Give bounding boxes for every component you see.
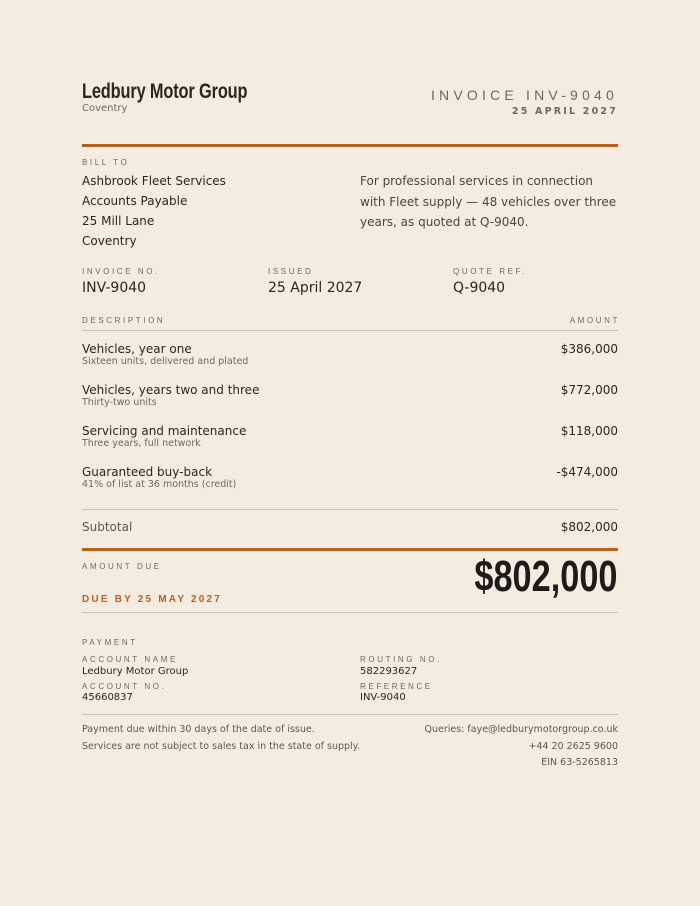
line-item-amount: $118,000 <box>560 424 618 438</box>
amount-due-value: $802,000 <box>474 552 618 601</box>
table-header-divider <box>82 330 618 331</box>
reference-value: INV-9040 <box>360 692 406 703</box>
account-no-value: 45660837 <box>82 692 133 703</box>
line-item-amount: $772,000 <box>560 383 618 397</box>
invoice-title: INVOICE INV-9040 <box>430 87 618 103</box>
due-by-date: DUE BY 25 MAY 2027 <box>82 594 223 605</box>
line-item-name: Guaranteed buy-back <box>82 465 213 479</box>
bill-to-line: Ashbrook Fleet Services <box>82 174 226 188</box>
footer-terms: Payment due within 30 days of the date of issue. <box>82 724 315 735</box>
service-note: For professional services in connection with Fleet supply — 48 vehicles over three years, as quoted at Q-9040. <box>360 174 617 229</box>
amount-column-header: AMOUNT <box>569 316 620 325</box>
bill-to-line: 25 Mill Lane <box>82 214 155 228</box>
account-name-label: ACCOUNT NAME <box>82 655 178 664</box>
quote-ref-label: QUOTE REF. <box>453 267 528 276</box>
payment-divider <box>82 714 618 715</box>
bill-to-label: BILL TO <box>82 158 130 167</box>
line-item-amount: $386,000 <box>560 342 618 356</box>
line-item-name: Vehicles, years two and three <box>82 383 260 397</box>
items-divider <box>82 509 618 510</box>
line-item-detail: 41% of list at 36 months (credit) <box>82 479 237 490</box>
line-item-detail: Thirty-two units <box>82 397 157 408</box>
description-column-header: DESCRIPTION <box>82 316 166 325</box>
account-no-label: ACCOUNT NO. <box>82 682 167 691</box>
footer-queries-email: Queries: faye@ledburymotorgroup.co.uk <box>424 724 618 735</box>
line-item-detail: Three years, full network <box>82 438 201 449</box>
due-divider <box>82 612 618 613</box>
line-item-detail: Sixteen units, delivered and plated <box>82 356 249 367</box>
header-divider <box>82 144 618 147</box>
line-item-amount: -$474,000 <box>556 465 618 479</box>
footer-tax-note: Services are not subject to sales tax in the state of supply. <box>82 741 360 752</box>
company-name: Ledbury Motor Group <box>82 80 248 103</box>
subtotal-value: $802,000 <box>560 520 618 534</box>
company-city: Coventry <box>82 103 128 114</box>
invoice-page <box>82 0 618 906</box>
quote-ref-value: Q-9040 <box>453 280 506 296</box>
invoice-date: 25 APRIL 2027 <box>511 106 618 117</box>
total-divider <box>82 548 618 551</box>
subtotal-label: Subtotal <box>82 520 133 534</box>
invoice-no-label: INVOICE NO. <box>82 267 160 276</box>
amount-due-label: AMOUNT DUE <box>82 562 162 571</box>
invoice-no-value: INV-9040 <box>82 280 147 296</box>
bill-to-line: Coventry <box>82 234 137 248</box>
footer-phone: +44 20 2625 9600 <box>528 741 618 752</box>
payment-label: PAYMENT <box>82 638 138 647</box>
issued-value: 25 April 2027 <box>268 280 363 296</box>
reference-label: REFERENCE <box>360 682 433 691</box>
line-item-name: Vehicles, year one <box>82 342 192 356</box>
line-item-name: Servicing and maintenance <box>82 424 247 438</box>
bill-to-line: Accounts Payable <box>82 194 188 208</box>
routing-no-label: ROUTING NO. <box>360 655 442 664</box>
account-name-value: Ledbury Motor Group <box>82 666 189 677</box>
issued-label: ISSUED <box>268 267 314 276</box>
footer-ein: EIN 63-5265813 <box>541 757 618 768</box>
routing-no-value: 582293627 <box>360 666 418 677</box>
